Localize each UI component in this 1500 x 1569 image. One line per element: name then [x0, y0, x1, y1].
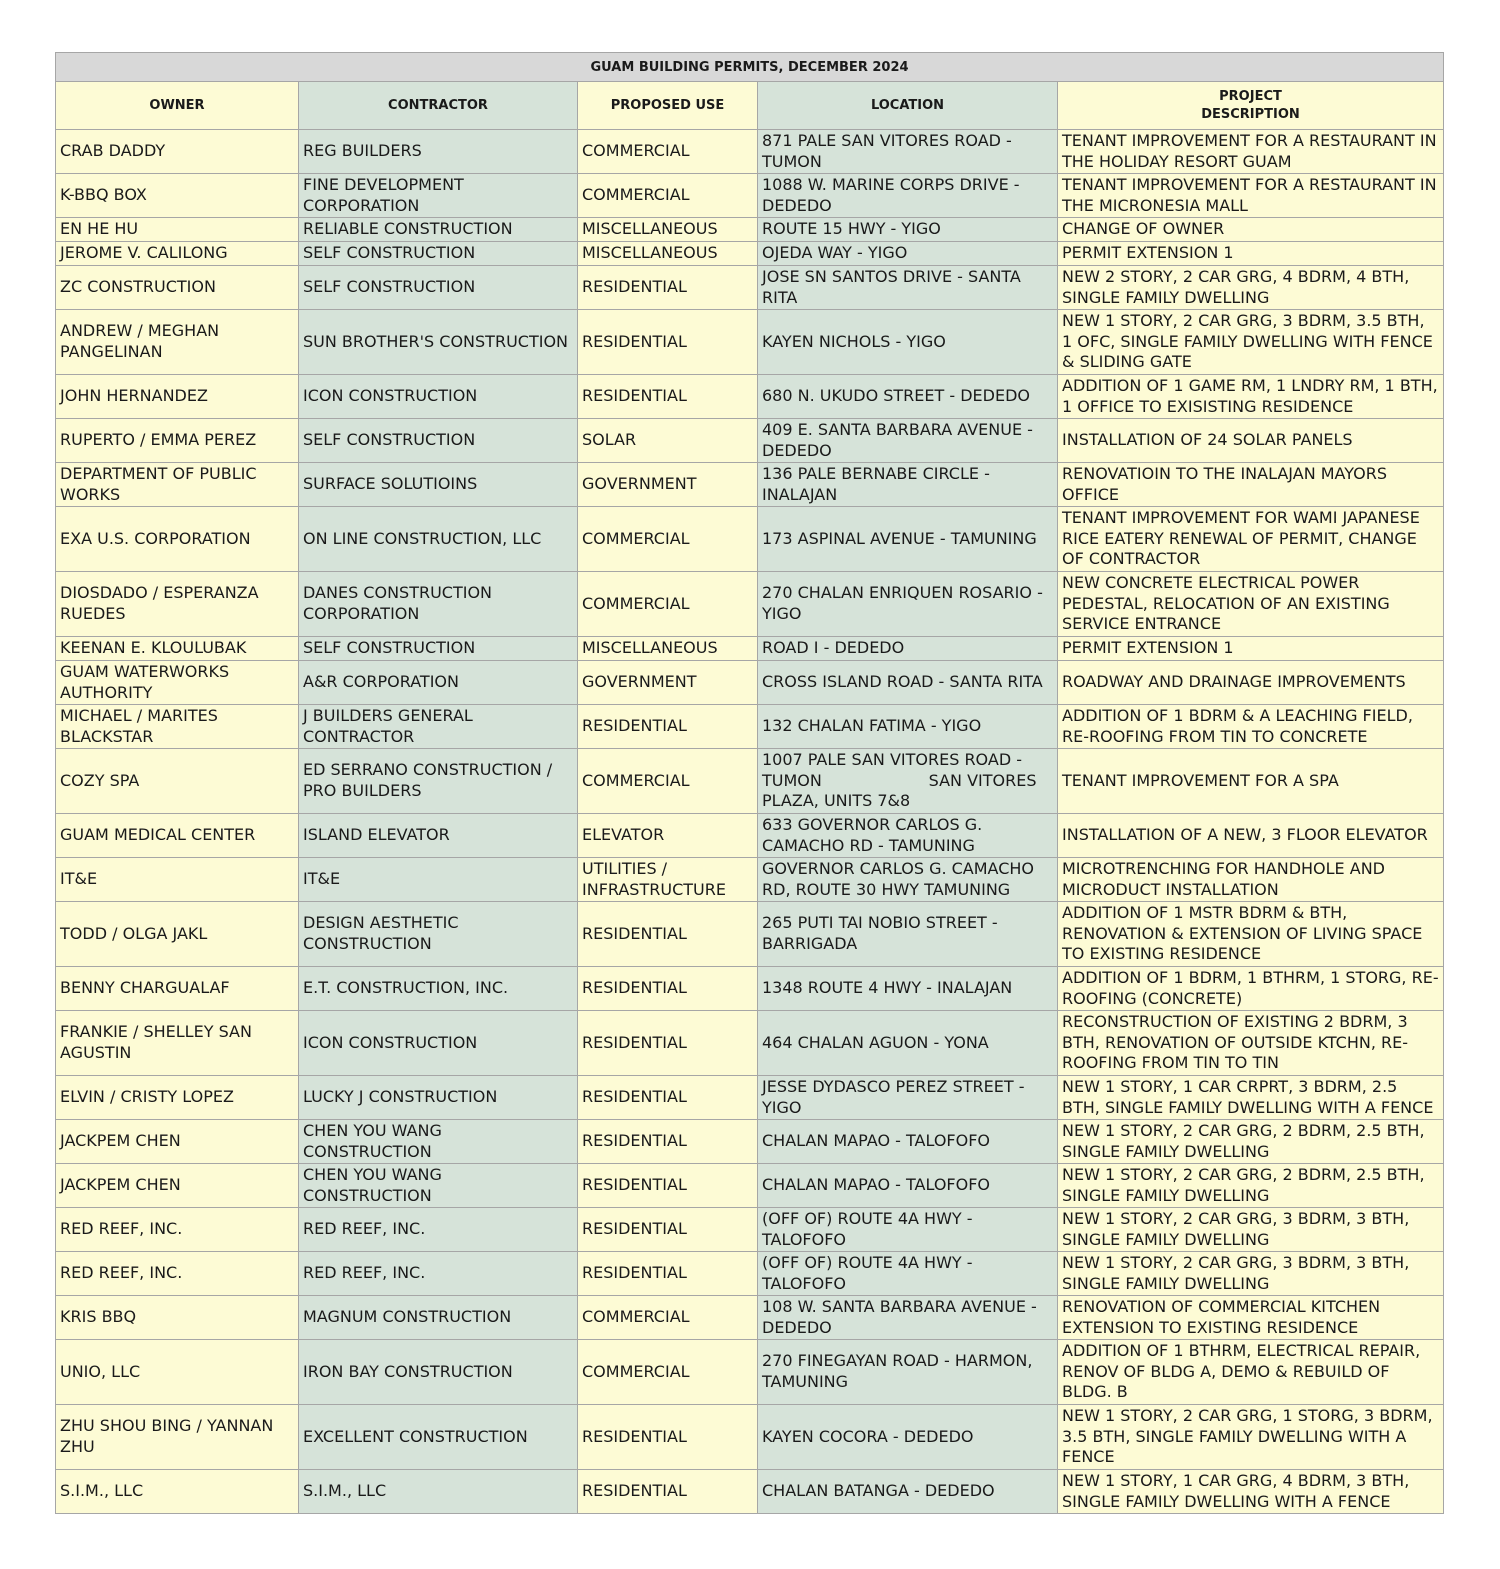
table-row	[56, 1120, 1444, 1164]
cell-proposed-use: RESIDENTIAL	[578, 310, 758, 375]
cell-project-description: RENOVATIOIN TO THE INALAJAN MAYORS OFFICE	[1058, 463, 1444, 507]
cell-owner: K-BBQ BOX	[56, 174, 299, 218]
cell-project-description: TENANT IMPROVEMENT FOR A RESTAURANT IN THE HOLIDAY RESORT GUAM	[1058, 130, 1444, 174]
table-row	[56, 463, 1444, 507]
cell-project-description: TENANT IMPROVEMENT FOR A RESTAURANT IN THE MICRONESIA MALL	[1058, 174, 1444, 218]
permits-table	[55, 52, 1444, 1514]
table-row	[56, 1208, 1444, 1252]
table-row	[56, 130, 1444, 174]
table-row	[56, 375, 1444, 419]
cell-project-description: ADDITION OF 1 BTHRM, ELECTRICAL REPAIR, RENOV OF BLDG A, DEMO & REBUILD OF BLDG. B	[1058, 1340, 1444, 1405]
cell-location: ROAD I - DEDEDO	[758, 637, 1058, 661]
cell-project-description: NEW 1 STORY, 2 CAR GRG, 2 BDRM, 2.5 BTH, SINGLE FAMILY DWELLING	[1058, 1164, 1444, 1208]
header-proposed-use: PROPOSED USE	[578, 82, 758, 130]
table-row	[56, 858, 1444, 902]
cell-location: GOVERNOR CARLOS G. CAMACHO RD, ROUTE 30 HWY TAMUNING	[758, 858, 1058, 902]
cell-project-description: ADDITION OF 1 MSTR BDRM & BTH, RENOVATION & EXTENSION OF LIVING SPACE TO EXISTING RESIDENCE	[1058, 902, 1444, 967]
cell-location: 270 FINEGAYAN ROAD - HARMON, TAMUNING	[758, 1340, 1058, 1405]
cell-contractor: ICON CONSTRUCTION	[299, 375, 578, 419]
cell-contractor: SELF CONSTRUCTION	[299, 419, 578, 463]
cell-owner: FRANKIE / SHELLEY SAN AGUSTIN	[56, 1011, 299, 1076]
table-row	[56, 1405, 1444, 1470]
cell-location: 108 W. SANTA BARBARA AVENUE - DEDEDO	[758, 1296, 1058, 1340]
cell-proposed-use: GOVERNMENT	[578, 661, 758, 705]
cell-proposed-use: MISCELLANEOUS	[578, 242, 758, 266]
cell-contractor: SELF CONSTRUCTION	[299, 266, 578, 310]
cell-contractor: SELF CONSTRUCTION	[299, 242, 578, 266]
cell-project-description: PERMIT EXTENSION 1	[1058, 242, 1444, 266]
cell-project-description: MICROTRENCHING FOR HANDHOLE AND MICRODUCT INSTALLATION	[1058, 858, 1444, 902]
cell-project-description: ADDITION OF 1 BDRM & A LEACHING FIELD, RE-ROOFING FROM TIN TO CONCRETE	[1058, 705, 1444, 749]
cell-owner: RED REEF, INC.	[56, 1208, 299, 1252]
cell-proposed-use: MISCELLANEOUS	[578, 637, 758, 661]
table-row	[56, 1011, 1444, 1076]
cell-project-description: NEW 1 STORY, 1 CAR CRPRT, 3 BDRM, 2.5 BTH, SINGLE FAMILY DWELLING WITH A FENCE	[1058, 1076, 1444, 1120]
cell-proposed-use: RESIDENTIAL	[578, 1164, 758, 1208]
cell-location: 633 GOVERNOR CARLOS G. CAMACHO RD - TAMUNING	[758, 814, 1058, 858]
table-row	[56, 705, 1444, 749]
table-row	[56, 1296, 1444, 1340]
cell-owner: GUAM MEDICAL CENTER	[56, 814, 299, 858]
cell-owner: JEROME V. CALILONG	[56, 242, 299, 266]
cell-project-description: PERMIT EXTENSION 1	[1058, 637, 1444, 661]
table-row	[56, 1470, 1444, 1514]
cell-owner: JOHN HERNANDEZ	[56, 375, 299, 419]
table-row	[56, 661, 1444, 705]
table-row	[56, 749, 1444, 814]
cell-project-description: NEW 1 STORY, 2 CAR GRG, 1 STORG, 3 BDRM, 3.5 BTH, SINGLE FAMILY DWELLING WITH A FENCE	[1058, 1405, 1444, 1470]
cell-owner: EN HE HU	[56, 218, 299, 242]
cell-project-description: TENANT IMPROVEMENT FOR A SPA	[1058, 749, 1444, 814]
cell-location: 270 CHALAN ENRIQUEN ROSARIO - YIGO	[758, 572, 1058, 637]
cell-location: (OFF OF) ROUTE 4A HWY - TALOFOFO	[758, 1208, 1058, 1252]
cell-location: JESSE DYDASCO PEREZ STREET - YIGO	[758, 1076, 1058, 1120]
cell-contractor: S.I.M., LLC	[299, 1470, 578, 1514]
cell-location: 1007 PALE SAN VITORES ROAD - TUMON SAN VITORES PLAZA, UNITS 7&8	[758, 749, 1058, 814]
cell-owner: DEPARTMENT OF PUBLIC WORKS	[56, 463, 299, 507]
header-location: LOCATION	[758, 82, 1058, 130]
cell-owner: CRAB DADDY	[56, 130, 299, 174]
cell-contractor: MAGNUM CONSTRUCTION	[299, 1296, 578, 1340]
cell-proposed-use: COMMERCIAL	[578, 507, 758, 572]
cell-location: CHALAN MAPAO - TALOFOFO	[758, 1120, 1058, 1164]
cell-location: CHALAN BATANGA - DEDEDO	[758, 1470, 1058, 1514]
cell-contractor: LUCKY J CONSTRUCTION	[299, 1076, 578, 1120]
cell-proposed-use: RESIDENTIAL	[578, 967, 758, 1011]
cell-project-description: INSTALLATION OF A NEW, 3 FLOOR ELEVATOR	[1058, 814, 1444, 858]
cell-project-description: NEW 2 STORY, 2 CAR GRG, 4 BDRM, 4 BTH, SINGLE FAMILY DWELLING	[1058, 266, 1444, 310]
cell-project-description: RENOVATION OF COMMERCIAL KITCHEN EXTENSION TO EXISTING RESIDENCE	[1058, 1296, 1444, 1340]
cell-contractor: DANES CONSTRUCTION CORPORATION	[299, 572, 578, 637]
cell-location: 680 N. UKUDO STREET - DEDEDO	[758, 375, 1058, 419]
cell-location: 132 CHALAN FATIMA - YIGO	[758, 705, 1058, 749]
cell-location: 1088 W. MARINE CORPS DRIVE - DEDEDO	[758, 174, 1058, 218]
cell-project-description: NEW CONCRETE ELECTRICAL POWER PEDESTAL, RELOCATION OF AN EXISTING SERVICE ENTRANCE	[1058, 572, 1444, 637]
cell-location: 871 PALE SAN VITORES ROAD - TUMON	[758, 130, 1058, 174]
cell-project-description: ADDITION OF 1 BDRM, 1 BTHRM, 1 STORG, RE-ROOFING (CONCRETE)	[1058, 967, 1444, 1011]
cell-contractor: FINE DEVELOPMENT CORPORATION	[299, 174, 578, 218]
table-row	[56, 242, 1444, 266]
cell-location: KAYEN NICHOLS - YIGO	[758, 310, 1058, 375]
cell-owner: JACKPEM CHEN	[56, 1120, 299, 1164]
cell-project-description: CHANGE OF OWNER	[1058, 218, 1444, 242]
header-contractor: CONTRACTOR	[299, 82, 578, 130]
cell-location: JOSE SN SANTOS DRIVE - SANTA RITA	[758, 266, 1058, 310]
cell-owner: RUPERTO / EMMA PEREZ	[56, 419, 299, 463]
cell-contractor: E.T. CONSTRUCTION, INC.	[299, 967, 578, 1011]
cell-contractor: EXCELLENT CONSTRUCTION	[299, 1405, 578, 1470]
cell-proposed-use: RESIDENTIAL	[578, 1011, 758, 1076]
cell-project-description: NEW 1 STORY, 1 CAR GRG, 4 BDRM, 3 BTH, SINGLE FAMILY DWELLING WITH A FENCE	[1058, 1470, 1444, 1514]
cell-project-description: NEW 1 STORY, 2 CAR GRG, 3 BDRM, 3 BTH, SINGLE FAMILY DWELLING	[1058, 1252, 1444, 1296]
cell-proposed-use: COMMERCIAL	[578, 572, 758, 637]
cell-location: (OFF OF) ROUTE 4A HWY - TALOFOFO	[758, 1252, 1058, 1296]
cell-contractor: REG BUILDERS	[299, 130, 578, 174]
table-row	[56, 1340, 1444, 1405]
cell-location: OJEDA WAY - YIGO	[758, 242, 1058, 266]
cell-contractor: ED SERRANO CONSTRUCTION / PRO BUILDERS	[299, 749, 578, 814]
cell-owner: MICHAEL / MARITES BLACKSTAR	[56, 705, 299, 749]
cell-proposed-use: RESIDENTIAL	[578, 705, 758, 749]
cell-contractor: SELF CONSTRUCTION	[299, 637, 578, 661]
cell-location: 409 E. SANTA BARBARA AVENUE - DEDEDO	[758, 419, 1058, 463]
cell-location: ROUTE 15 HWY - YIGO	[758, 218, 1058, 242]
cell-contractor: ON LINE CONSTRUCTION, LLC	[299, 507, 578, 572]
cell-proposed-use: RESIDENTIAL	[578, 1076, 758, 1120]
cell-contractor: SURFACE SOLUTIOINS	[299, 463, 578, 507]
cell-proposed-use: RESIDENTIAL	[578, 1208, 758, 1252]
cell-project-description: ADDITION OF 1 GAME RM, 1 LNDRY RM, 1 BTH, 1 OFFICE TO EXISISTING RESIDENCE	[1058, 375, 1444, 419]
cell-contractor: A&R CORPORATION	[299, 661, 578, 705]
cell-project-description: INSTALLATION OF 24 SOLAR PANELS	[1058, 419, 1444, 463]
cell-location: 173 ASPINAL AVENUE - TAMUNING	[758, 507, 1058, 572]
table-row	[56, 572, 1444, 637]
table-title: GUAM BUILDING PERMITS, DECEMBER 2024	[56, 53, 1444, 82]
header-owner: OWNER	[56, 82, 299, 130]
cell-owner: GUAM WATERWORKS AUTHORITY	[56, 661, 299, 705]
header-project-description: PROJECT DESCRIPTION	[1058, 82, 1444, 130]
cell-proposed-use: RESIDENTIAL	[578, 902, 758, 967]
cell-contractor: CHEN YOU WANG CONSTRUCTION	[299, 1164, 578, 1208]
cell-contractor: RED REEF, INC.	[299, 1252, 578, 1296]
cell-proposed-use: RESIDENTIAL	[578, 1120, 758, 1164]
table-row	[56, 1252, 1444, 1296]
cell-project-description: RECONSTRUCTION OF EXISTING 2 BDRM, 3 BTH, RENOVATION OF OUTSIDE KTCHN, RE-ROOFING FROM TIN TO TIN	[1058, 1011, 1444, 1076]
cell-proposed-use: COMMERCIAL	[578, 749, 758, 814]
table-row	[56, 310, 1444, 375]
table-row	[56, 902, 1444, 967]
cell-owner: ZHU SHOU BING / YANNAN ZHU	[56, 1405, 299, 1470]
cell-owner: ZC CONSTRUCTION	[56, 266, 299, 310]
cell-contractor: SUN BROTHER'S CONSTRUCTION	[299, 310, 578, 375]
cell-owner: COZY SPA	[56, 749, 299, 814]
cell-contractor: RED REEF, INC.	[299, 1208, 578, 1252]
table-row	[56, 174, 1444, 218]
cell-proposed-use: RESIDENTIAL	[578, 375, 758, 419]
table-row	[56, 266, 1444, 310]
cell-owner: ANDREW / MEGHAN PANGELINAN	[56, 310, 299, 375]
cell-project-description: ROADWAY AND DRAINAGE IMPROVEMENTS	[1058, 661, 1444, 705]
cell-project-description: NEW 1 STORY, 2 CAR GRG, 3 BDRM, 3.5 BTH, 1 OFC, SINGLE FAMILY DWELLING WITH FENCE & SLIDING GATE	[1058, 310, 1444, 375]
cell-proposed-use: RESIDENTIAL	[578, 1252, 758, 1296]
cell-proposed-use: COMMERCIAL	[578, 174, 758, 218]
table-row	[56, 419, 1444, 463]
cell-project-description: NEW 1 STORY, 2 CAR GRG, 3 BDRM, 3 BTH, SINGLE FAMILY DWELLING	[1058, 1208, 1444, 1252]
cell-contractor: RELIABLE CONSTRUCTION	[299, 218, 578, 242]
cell-proposed-use: COMMERCIAL	[578, 1340, 758, 1405]
cell-owner: JACKPEM CHEN	[56, 1164, 299, 1208]
cell-contractor: ICON CONSTRUCTION	[299, 1011, 578, 1076]
table-row	[56, 507, 1444, 572]
cell-owner: RED REEF, INC.	[56, 1252, 299, 1296]
cell-proposed-use: GOVERNMENT	[578, 463, 758, 507]
cell-proposed-use: COMMERCIAL	[578, 130, 758, 174]
cell-location: 265 PUTI TAI NOBIO STREET - BARRIGADA	[758, 902, 1058, 967]
table-row	[56, 967, 1444, 1011]
cell-owner: EXA U.S. CORPORATION	[56, 507, 299, 572]
cell-owner: KRIS BBQ	[56, 1296, 299, 1340]
cell-location: CHALAN MAPAO - TALOFOFO	[758, 1164, 1058, 1208]
cell-owner: BENNY CHARGUALAF	[56, 967, 299, 1011]
cell-owner: IT&E	[56, 858, 299, 902]
cell-owner: S.I.M., LLC	[56, 1470, 299, 1514]
cell-project-description: TENANT IMPROVEMENT FOR WAMI JAPANESE RICE EATERY RENEWAL OF PERMIT, CHANGE OF CONTRACTOR	[1058, 507, 1444, 572]
cell-location: 464 CHALAN AGUON - YONA	[758, 1011, 1058, 1076]
cell-contractor: ISLAND ELEVATOR	[299, 814, 578, 858]
permit-rows	[56, 130, 1444, 1514]
table-row	[56, 1076, 1444, 1120]
table-row	[56, 218, 1444, 242]
cell-location: 136 PALE BERNABE CIRCLE - INALAJAN	[758, 463, 1058, 507]
table-row	[56, 1164, 1444, 1208]
table-row	[56, 637, 1444, 661]
cell-project-description: NEW 1 STORY, 2 CAR GRG, 2 BDRM, 2.5 BTH, SINGLE FAMILY DWELLING	[1058, 1120, 1444, 1164]
cell-owner: TODD / OLGA JAKL	[56, 902, 299, 967]
cell-owner: KEENAN E. KLOULUBAK	[56, 637, 299, 661]
table-row	[56, 814, 1444, 858]
cell-contractor: CHEN YOU WANG CONSTRUCTION	[299, 1120, 578, 1164]
cell-owner: DIOSDADO / ESPERANZA RUEDES	[56, 572, 299, 637]
cell-location: KAYEN COCORA - DEDEDO	[758, 1405, 1058, 1470]
cell-owner: ELVIN / CRISTY LOPEZ	[56, 1076, 299, 1120]
cell-proposed-use: ELEVATOR	[578, 814, 758, 858]
cell-contractor: J BUILDERS GENERAL CONTRACTOR	[299, 705, 578, 749]
cell-contractor: IT&E	[299, 858, 578, 902]
cell-proposed-use: RESIDENTIAL	[578, 1405, 758, 1470]
cell-proposed-use: UTILITIES / INFRASTRUCTURE	[578, 858, 758, 902]
cell-proposed-use: RESIDENTIAL	[578, 266, 758, 310]
cell-contractor: DESIGN AESTHETIC CONSTRUCTION	[299, 902, 578, 967]
cell-owner: UNIO, LLC	[56, 1340, 299, 1405]
cell-proposed-use: SOLAR	[578, 419, 758, 463]
cell-proposed-use: MISCELLANEOUS	[578, 218, 758, 242]
cell-contractor: IRON BAY CONSTRUCTION	[299, 1340, 578, 1405]
cell-proposed-use: COMMERCIAL	[578, 1296, 758, 1340]
cell-location: 1348 ROUTE 4 HWY - INALAJAN	[758, 967, 1058, 1011]
cell-proposed-use: RESIDENTIAL	[578, 1470, 758, 1514]
cell-location: CROSS ISLAND ROAD - SANTA RITA	[758, 661, 1058, 705]
